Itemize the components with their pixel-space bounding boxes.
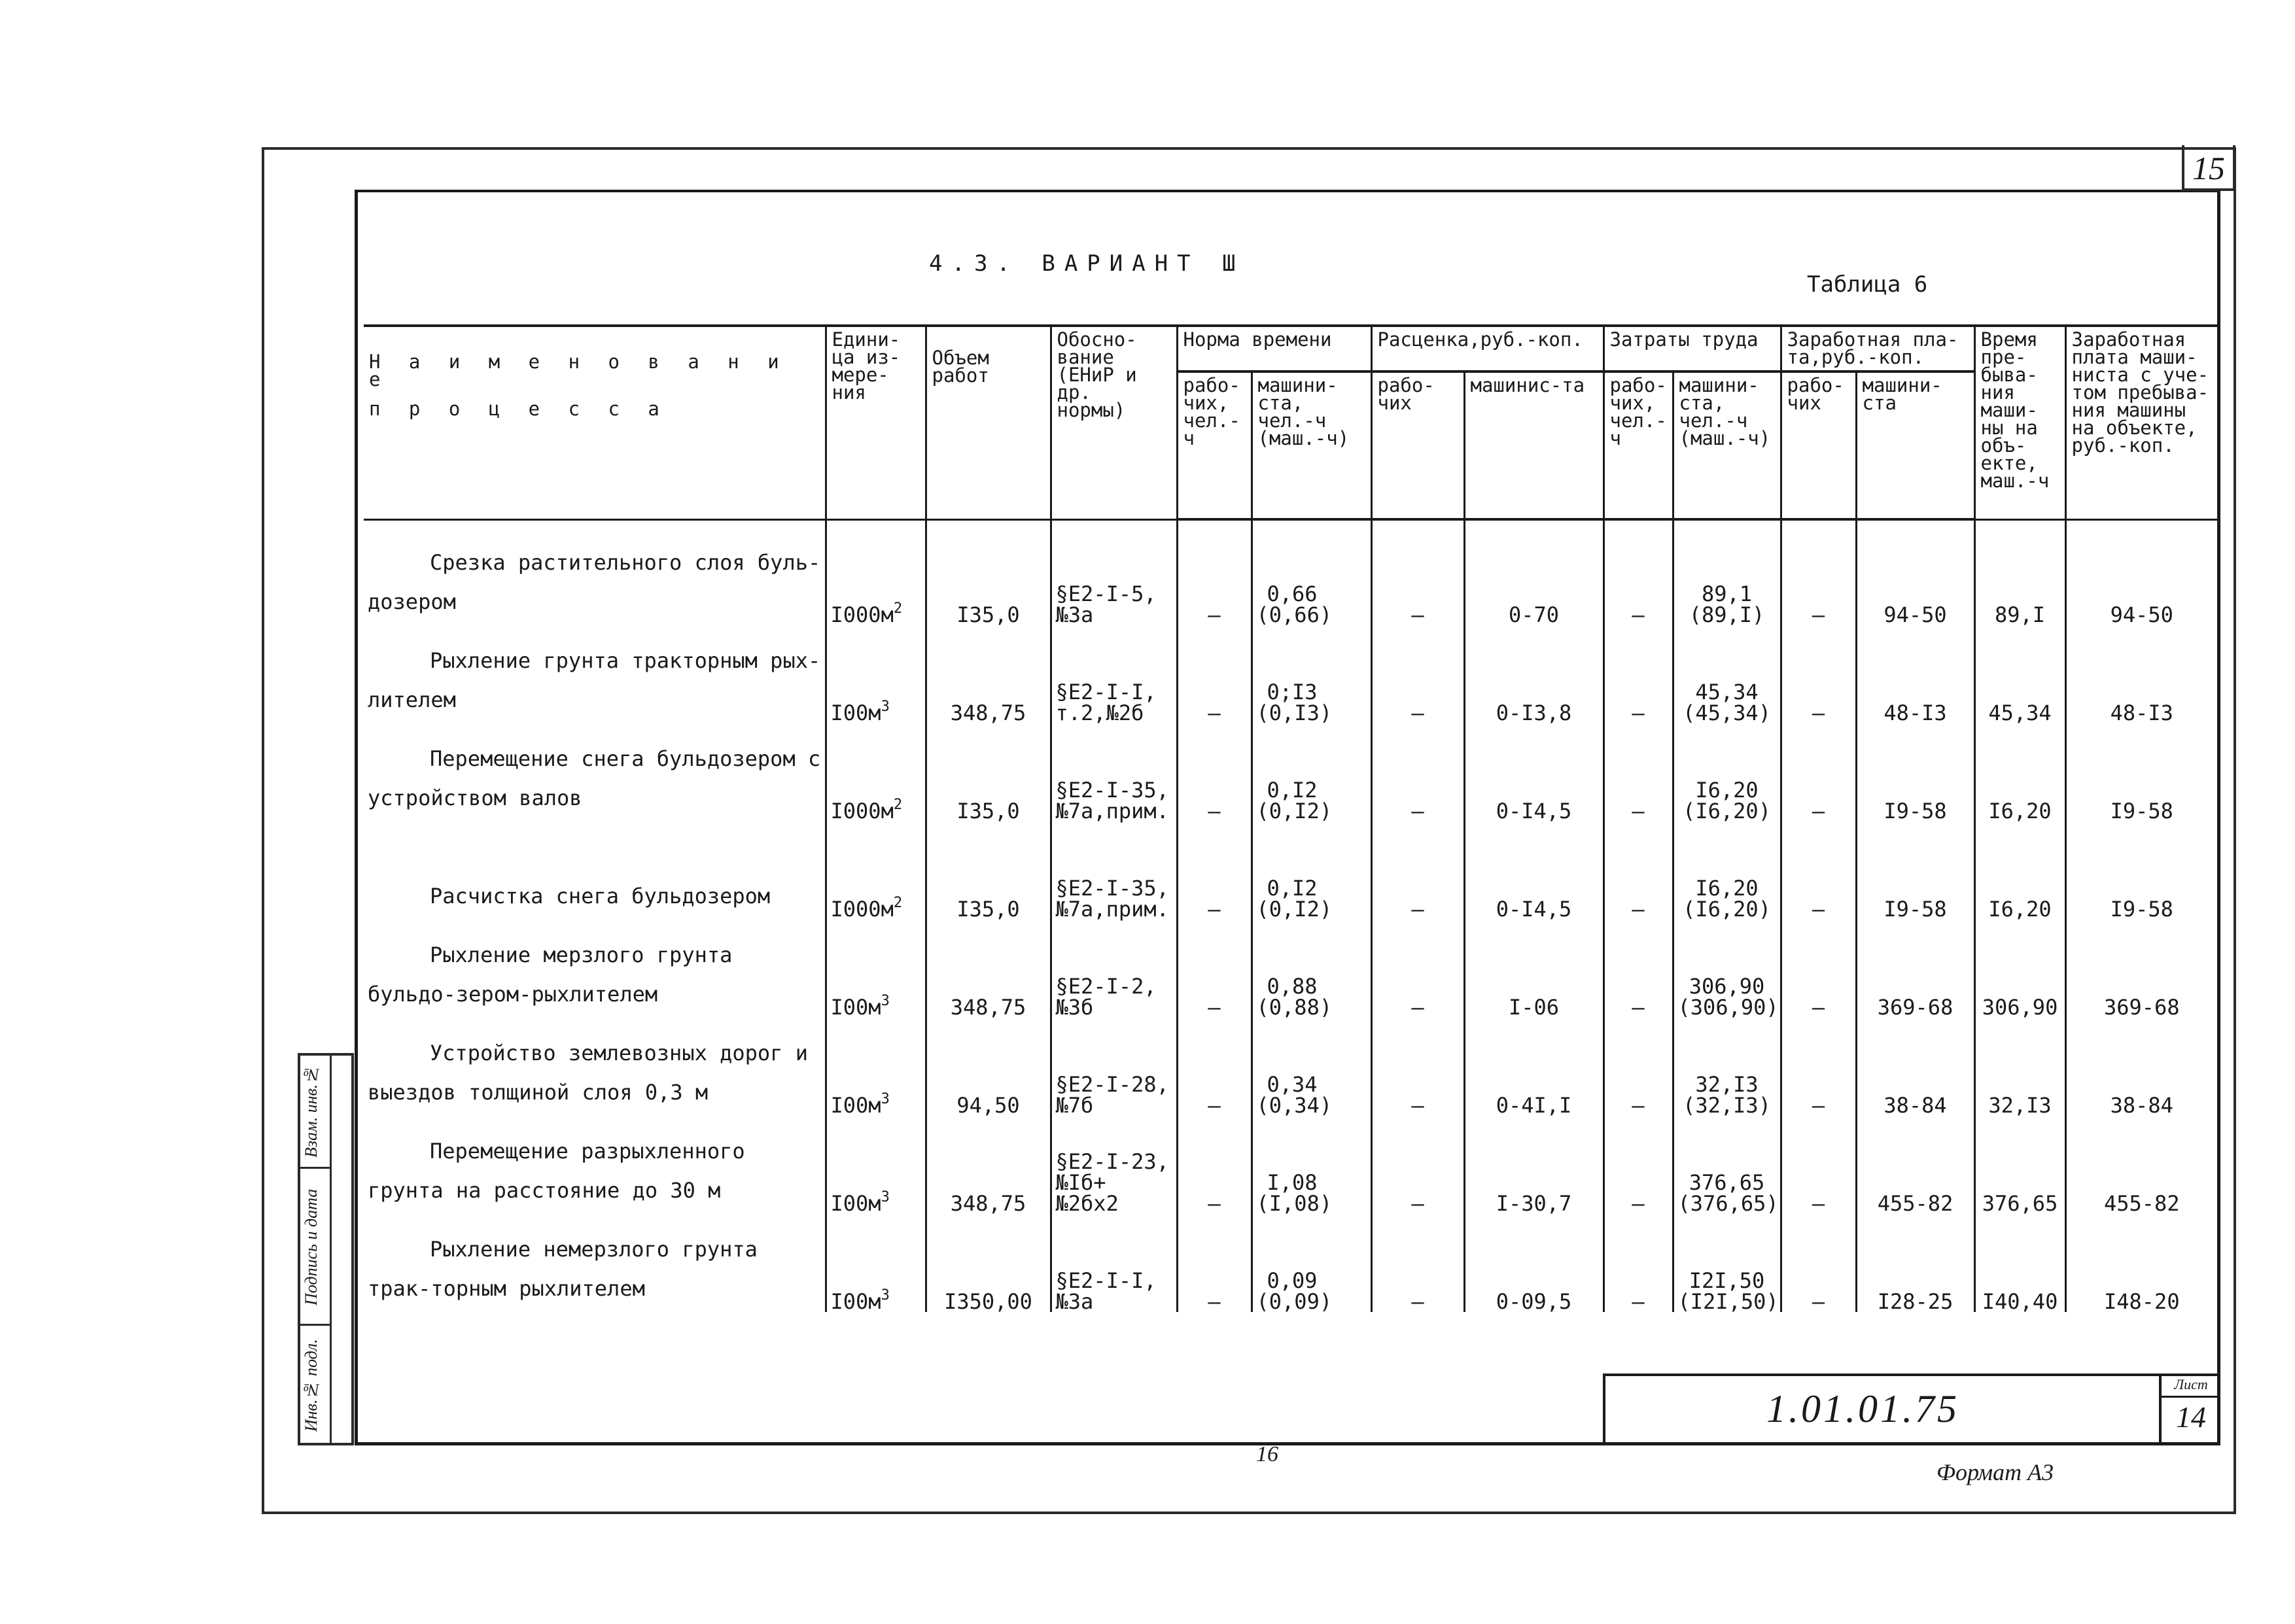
header-norm-workers: рабо-чих, чел.-ч	[1177, 371, 1252, 519]
cell-labor-machinists	[1673, 1018, 1781, 1116]
header-rate: Расценка,руб.-коп.	[1371, 326, 1603, 371]
basis-line1: §Е2-I-I,	[1055, 1268, 1157, 1293]
cell-norm-workers: –	[1177, 625, 1252, 723]
stamp-cell-vzam	[300, 1056, 330, 1167]
basis-line2: №3а	[1055, 602, 1094, 627]
cell-wage-machinists: 455-82	[1856, 1116, 1974, 1214]
labor-machinists-value: 89,1	[1701, 581, 1753, 606]
header-rate-machinists: машинис-та	[1464, 371, 1603, 519]
cell-rate-workers: –	[1371, 920, 1464, 1018]
process-name: Перемещение снега бульдозером с устройством валов	[368, 746, 821, 810]
cell-wage-total: I48-20	[2065, 1214, 2217, 1312]
side-stamp	[298, 1053, 354, 1445]
cell-basis	[1051, 625, 1177, 723]
labor-machinists-hours: (I2I,50)	[1677, 1289, 1779, 1314]
header-name-line2: п р о ц е с с а	[369, 398, 668, 420]
cell-wage-workers: –	[1781, 1018, 1856, 1116]
labor-machinists-value: 306,90	[1689, 974, 1765, 999]
unit-exponent: 3	[881, 993, 890, 1009]
cell-norm-workers: –	[1177, 920, 1252, 1018]
basis-line2: №7б	[1055, 1093, 1094, 1118]
cell-norm-machinists	[1252, 821, 1371, 920]
cell-process-name	[364, 519, 826, 625]
cell-stay-time: 45,34	[1974, 625, 2065, 723]
cell-rate-workers: –	[1371, 1116, 1464, 1214]
cell-wage-machinists: 369-68	[1856, 920, 1974, 1018]
cell-volume: 94,50	[926, 1018, 1051, 1116]
cell-labor-machinists	[1673, 723, 1781, 821]
norm-machinists-value: 0,34	[1267, 1072, 1318, 1097]
cell-unit	[826, 723, 926, 821]
unit-value: I000м	[830, 602, 894, 627]
labor-machinists-value: 376,65	[1689, 1170, 1765, 1195]
stamp-vzam-inv: Взам. инв.№	[302, 1065, 321, 1158]
norm-machinists-hours: (0,I2)	[1256, 897, 1333, 922]
cell-norm-machinists	[1252, 1214, 1371, 1312]
cell-labor-workers: –	[1603, 920, 1673, 1018]
cell-process-name	[364, 723, 826, 821]
basis-line2: №Iб+	[1055, 1170, 1106, 1195]
format-label: Формат А3	[1936, 1459, 2054, 1485]
basis-line1: §Е2-I-35,	[1055, 876, 1169, 901]
stamp-cell-podpis	[300, 1167, 330, 1324]
header-labor: Затраты труда	[1603, 326, 1781, 371]
header-unit: Едини-ца из-мере-ния	[826, 326, 926, 519]
labor-machinists-value: I2I,50	[1689, 1268, 1765, 1293]
process-name: Рыхление мерзлого грунта бульдо-зером-рыхлителем	[368, 942, 733, 1007]
stamp-podpis-data: Подпись и дата	[302, 1188, 321, 1306]
norm-machinists-hours: (0,34)	[1256, 1093, 1333, 1118]
norm-machinists-value: 0,09	[1267, 1268, 1318, 1293]
cell-rate-machinists: 0-09,5	[1464, 1214, 1603, 1312]
unit-value: I00м	[830, 1191, 881, 1216]
labor-machinists-hours: (306,90)	[1677, 995, 1779, 1020]
header-basis: Обосно-вание (ЕНиР и др. нормы)	[1051, 326, 1177, 519]
cell-norm-machinists	[1252, 519, 1371, 625]
cell-rate-machinists: 0-I3,8	[1464, 625, 1603, 723]
cell-norm-workers: –	[1177, 1116, 1252, 1214]
norm-machinists-value: 0,I2	[1267, 778, 1318, 803]
unit-exponent: 2	[893, 797, 903, 813]
cell-norm-workers: –	[1177, 519, 1252, 625]
cell-labor-machinists	[1673, 1116, 1781, 1214]
stamp-divider	[330, 1056, 332, 1443]
cell-stay-time: 376,65	[1974, 1116, 2065, 1214]
cell-norm-machinists	[1252, 1116, 1371, 1214]
cell-stay-time: 32,I3	[1974, 1018, 2065, 1116]
header-rate-workers: рабо-чих	[1371, 371, 1464, 519]
cell-wage-workers: –	[1781, 821, 1856, 920]
cell-basis	[1051, 1018, 1177, 1116]
basis-line2: №3б	[1055, 995, 1094, 1020]
basis-line2: №7а,прим.	[1055, 799, 1169, 823]
cell-rate-machinists: 0-4I,I	[1464, 1018, 1603, 1116]
norm-machinists-value: 0,I2	[1267, 876, 1318, 901]
labor-machinists-hours: (45,34)	[1683, 700, 1771, 725]
cell-basis	[1051, 821, 1177, 920]
labor-machinists-value: I6,20	[1695, 876, 1759, 901]
stamp-inv-podl: Инв.№ подл.	[302, 1339, 321, 1432]
norm-machinists-value: 0,66	[1267, 581, 1318, 606]
norm-machinists-value: 0;I3	[1267, 680, 1318, 704]
process-name: Расчистка снега бульдозером	[430, 884, 771, 908]
cell-process-name	[364, 821, 826, 920]
cell-rate-workers: –	[1371, 821, 1464, 920]
basis-line1: §Е2-I-23,	[1055, 1149, 1169, 1174]
cell-rate-machinists: 0-I4,5	[1464, 723, 1603, 821]
cell-norm-machinists	[1252, 1018, 1371, 1116]
cell-wage-total: I9-58	[2065, 821, 2217, 920]
unit-exponent: 3	[881, 1091, 890, 1107]
cell-wage-workers: –	[1781, 1116, 1856, 1214]
sheet-box	[2159, 1373, 2220, 1445]
table-label: Таблица 6	[1807, 271, 1928, 298]
cell-wage-machinists: I9-58	[1856, 821, 1974, 920]
cell-wage-machinists: 94-50	[1856, 519, 1974, 625]
cell-labor-machinists	[1673, 625, 1781, 723]
cell-volume: 348,75	[926, 920, 1051, 1018]
cell-wage-total: 94-50	[2065, 519, 2217, 625]
unit-value: I000м	[830, 897, 894, 922]
header-volume: Объем работ	[926, 326, 1051, 519]
cell-wage-machinists: I28-25	[1856, 1214, 1974, 1312]
table-row	[364, 519, 2217, 625]
cell-volume: I35,0	[926, 519, 1051, 625]
norm-machinists-hours: (0,I2)	[1256, 799, 1333, 823]
sheet-label: Лист	[2162, 1376, 2220, 1398]
header-name-line1: Н а и м е н о в а н и е	[369, 351, 788, 390]
unit-exponent: 2	[893, 895, 903, 911]
cell-norm-machinists	[1252, 920, 1371, 1018]
cell-labor-machinists	[1673, 821, 1781, 920]
header-wage: Заработная пла-та,руб.-коп.	[1781, 326, 1974, 371]
norm-machinists-hours: (0,66)	[1256, 602, 1333, 627]
unit-value: I000м	[830, 799, 894, 823]
header-name	[364, 326, 826, 519]
cell-wage-machinists: 38-84	[1856, 1018, 1974, 1116]
cell-volume: 348,75	[926, 1116, 1051, 1214]
cell-rate-workers: –	[1371, 1214, 1464, 1312]
cell-rate-workers: –	[1371, 625, 1464, 723]
cell-labor-machinists	[1673, 519, 1781, 625]
basis-line1: §Е2-I-I,	[1055, 680, 1157, 704]
cell-norm-machinists	[1252, 723, 1371, 821]
cell-stay-time: 89,I	[1974, 519, 2065, 625]
process-table	[364, 324, 2217, 1312]
process-name: Рыхление немерзлого грунта трак-торным рыхлителем	[368, 1237, 758, 1301]
process-name: Рыхление грунта тракторным рых-лителем	[368, 648, 821, 712]
header-wage-workers: рабо-чих	[1781, 371, 1856, 519]
unit-value: I00м	[830, 995, 881, 1020]
cell-wage-total: I9-58	[2065, 723, 2217, 821]
cell-labor-workers: –	[1603, 1018, 1673, 1116]
basis-line2: т.2,№2б	[1055, 700, 1144, 725]
cell-wage-workers: –	[1781, 920, 1856, 1018]
cell-basis	[1051, 920, 1177, 1018]
cell-process-name	[364, 625, 826, 723]
cell-unit	[826, 821, 926, 920]
table-row	[364, 1018, 2217, 1116]
cell-unit	[826, 1214, 926, 1312]
cell-wage-workers: –	[1781, 625, 1856, 723]
cell-norm-machinists	[1252, 625, 1371, 723]
cell-wage-workers: –	[1781, 519, 1856, 625]
cell-unit	[826, 519, 926, 625]
basis-line1: §Е2-I-2,	[1055, 974, 1157, 999]
basis-line2: №7а,прим.	[1055, 897, 1169, 922]
header-stay-time: Время пре-быва-ния маши-ны на объ-екте, маш.-ч	[1974, 326, 2065, 519]
cell-basis	[1051, 519, 1177, 625]
cell-labor-workers: –	[1603, 1116, 1673, 1214]
cell-unit	[826, 920, 926, 1018]
labor-machinists-hours: (376,65)	[1677, 1191, 1779, 1216]
cell-labor-workers: –	[1603, 519, 1673, 625]
basis-line1: §Е2-I-35,	[1055, 778, 1169, 803]
cell-norm-workers: –	[1177, 821, 1252, 920]
labor-machinists-hours: (I6,20)	[1683, 799, 1771, 823]
cell-volume: 348,75	[926, 625, 1051, 723]
cell-unit	[826, 1116, 926, 1214]
page-number: 16	[1256, 1442, 1278, 1466]
header-labor-workers: рабо-чих, чел.-ч	[1603, 371, 1673, 519]
table-row	[364, 723, 2217, 821]
basis-line1: §Е2-I-28,	[1055, 1072, 1169, 1097]
cell-rate-workers: –	[1371, 1018, 1464, 1116]
labor-machinists-hours: (32,I3)	[1683, 1093, 1771, 1118]
cell-norm-workers: –	[1177, 1018, 1252, 1116]
cell-wage-total: 48-I3	[2065, 625, 2217, 723]
sheet-number: 14	[2176, 1400, 2206, 1434]
unit-exponent: 3	[881, 699, 890, 715]
cell-rate-machinists: 0-70	[1464, 519, 1603, 625]
norm-machinists-value: I,08	[1267, 1170, 1318, 1195]
cell-unit	[826, 1018, 926, 1116]
cell-process-name	[364, 1214, 826, 1312]
basis-line3: №2бх2	[1055, 1191, 1119, 1216]
cell-wage-workers: –	[1781, 723, 1856, 821]
cell-rate-workers: –	[1371, 519, 1464, 625]
stamp-cell-inv	[300, 1324, 330, 1443]
table-row	[364, 920, 2217, 1018]
cell-rate-machinists: I-06	[1464, 920, 1603, 1018]
cell-volume: I35,0	[926, 821, 1051, 920]
cell-labor-workers: –	[1603, 625, 1673, 723]
cell-rate-workers: –	[1371, 723, 1464, 821]
cell-wage-workers: –	[1781, 1214, 1856, 1312]
table-row	[364, 1214, 2217, 1312]
cell-wage-total: 38-84	[2065, 1018, 2217, 1116]
unit-exponent: 2	[893, 600, 903, 617]
cell-wage-machinists: I9-58	[1856, 723, 1974, 821]
unit-value: I00м	[830, 700, 881, 725]
cell-labor-workers: –	[1603, 821, 1673, 920]
header-labor-machinists: машини-ста, чел.-ч (маш.-ч)	[1673, 371, 1781, 519]
norm-machinists-hours: (0,88)	[1256, 995, 1333, 1020]
labor-machinists-value: 32,I3	[1695, 1072, 1759, 1097]
cell-basis	[1051, 1214, 1177, 1312]
process-name: Устройство землевозных дорог и выездов толщиной слоя 0,3 м	[368, 1041, 808, 1105]
cell-norm-workers: –	[1177, 1214, 1252, 1312]
table-row	[364, 625, 2217, 723]
table-row	[364, 1116, 2217, 1214]
cell-unit	[826, 625, 926, 723]
labor-machinists-value: I6,20	[1695, 778, 1759, 803]
header-wage-machinists: машини-ста	[1856, 371, 1974, 519]
cell-process-name	[364, 1116, 826, 1214]
basis-line2: №3а	[1055, 1289, 1094, 1314]
cell-process-name	[364, 920, 826, 1018]
labor-machinists-value: 45,34	[1695, 680, 1759, 704]
cell-wage-machinists: 48-I3	[1856, 625, 1974, 723]
unit-value: I00м	[830, 1093, 881, 1118]
cell-labor-machinists	[1673, 920, 1781, 1018]
norm-machinists-value: 0,88	[1267, 974, 1318, 999]
process-name: Перемещение разрыхленного грунта на расстояние до 30 м	[368, 1139, 745, 1203]
cell-volume: I350,00	[926, 1214, 1051, 1312]
cell-volume: I35,0	[926, 723, 1051, 821]
cell-labor-workers: –	[1603, 1214, 1673, 1312]
cell-basis	[1051, 723, 1177, 821]
unit-exponent: 3	[881, 1287, 890, 1304]
process-name: Срезка растительного слоя буль-дозером	[368, 550, 821, 614]
header-wage-total: Заработная плата маши-ниста с уче-том пребыва-ния машины на объекте, руб.-коп.	[2065, 326, 2217, 519]
cell-labor-workers: –	[1603, 723, 1673, 821]
cell-process-name	[364, 1018, 826, 1116]
cell-stay-time: I6,20	[1974, 723, 2065, 821]
cell-wage-total: 369-68	[2065, 920, 2217, 1018]
cell-stay-time: I6,20	[1974, 821, 2065, 920]
cell-basis	[1051, 1116, 1177, 1214]
cell-stay-time: I40,40	[1974, 1214, 2065, 1312]
header-norm-time: Норма времени	[1177, 326, 1371, 371]
norm-machinists-hours: (0,I3)	[1256, 700, 1333, 725]
cell-labor-machinists	[1673, 1214, 1781, 1312]
labor-machinists-hours: (I6,20)	[1683, 897, 1771, 922]
cell-norm-workers: –	[1177, 723, 1252, 821]
cell-rate-machinists: I-30,7	[1464, 1116, 1603, 1214]
cell-rate-machinists: 0-I4,5	[1464, 821, 1603, 920]
cell-wage-total: 455-82	[2065, 1116, 2217, 1214]
document-code: 1.01.01.75	[1766, 1387, 1959, 1430]
unit-exponent: 3	[881, 1189, 890, 1205]
labor-machinists-hours: (89,I)	[1689, 602, 1765, 627]
norm-machinists-hours: (I,08)	[1256, 1191, 1333, 1216]
norm-machinists-hours: (0,09)	[1256, 1289, 1333, 1314]
table-row	[364, 821, 2217, 920]
header-norm-machinists: машини-ста, чел.-ч (маш.-ч)	[1252, 371, 1371, 519]
unit-value: I00м	[830, 1289, 881, 1314]
corner-page-number: 15	[2182, 145, 2235, 191]
basis-line1: §Е2-I-5,	[1055, 581, 1157, 606]
cell-stay-time: 306,90	[1974, 920, 2065, 1018]
section-title: 4.3. ВАРИАНТ Ш	[929, 251, 1245, 277]
